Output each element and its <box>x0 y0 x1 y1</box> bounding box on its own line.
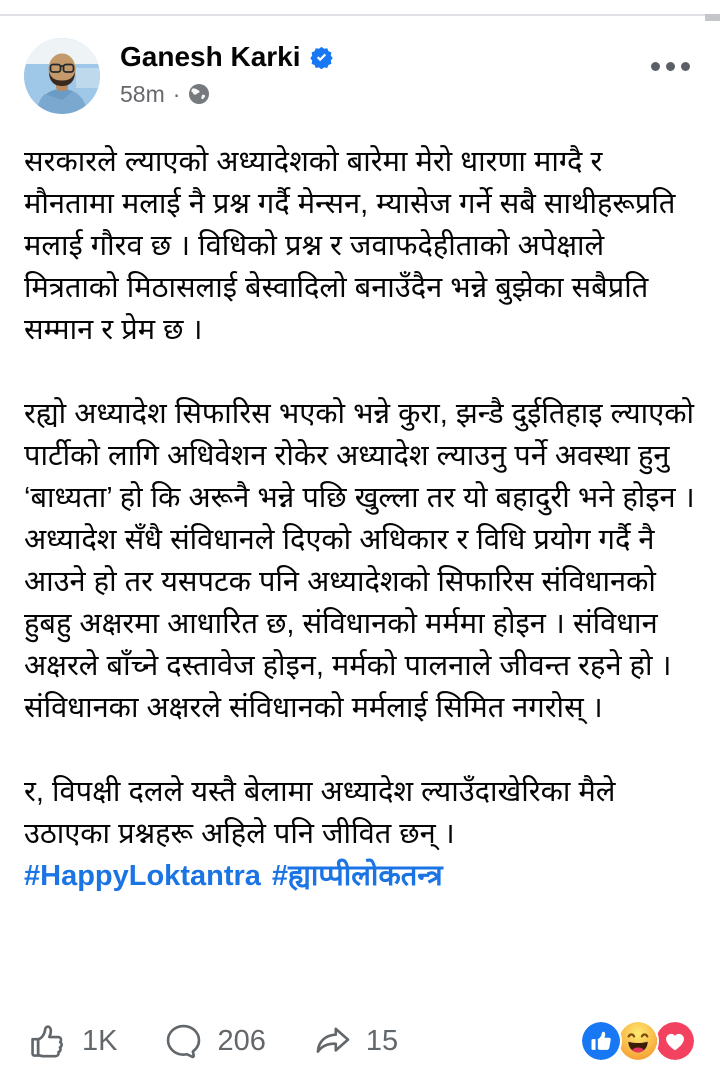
post-header <box>24 38 696 114</box>
comment-bubble-icon <box>161 1019 206 1064</box>
top-divider <box>0 14 720 16</box>
avatar[interactable] <box>24 38 100 114</box>
avatar-image <box>24 38 100 114</box>
hashtag-link[interactable]: #ह्याप्पीलोकतन्त्र <box>271 860 443 892</box>
post-paragraph-text: र, विपक्षी दलले यस्तै बेलामा अध्यादेश ल्याउँदाखेरिका मैले उठाएका प्रश्नहरू अहिले पनि जीवित छन् । <box>24 776 616 850</box>
share-button[interactable] <box>310 1019 398 1064</box>
post-timestamp[interactable]: 58m <box>120 80 165 107</box>
share-arrow-icon <box>310 1019 355 1064</box>
header-info <box>120 38 333 114</box>
comment-button[interactable] <box>161 1019 265 1064</box>
post-body <box>24 141 698 1009</box>
engagement-bar <box>26 1014 696 1068</box>
author-name[interactable]: Ganesh Karki <box>120 41 301 72</box>
post-paragraph: रह्यो अध्यादेश सिफारिस भएको भन्ने कुरा, झन्डै दुईतिहाइ ल्याएको पार्टीको लागि अधिवेशन रोकेर अध्यादेश ल्याउनु पर्ने अवस्था हुनु ‘बाध्यता’ हो कि अरूनै भन्ने पछि खुल्ला तर यो बहादुरी भने होइन । अध्यादेश सँधै संविधानले दिएको अधिकार र विधि प्रयोग गर्दै नै आउने हो तर यसपटक पनि अध्यादेशको सिफारिस संविधानको हुबहु अक्षरमा आधारित छ, संविधानको मर्ममा होइन । संविधान अक्षरले बाँच्ने दस्तावेज होइन, मर्मको पालनाले जीवन्त रहने हो । संविधानका अक्षरले संविधानको मर्मलाई सिमित नगरोस् । <box>24 398 695 724</box>
hashtag-link[interactable]: #HappyLoktantra <box>24 860 261 892</box>
post-paragraph: सरकारले ल्याएको अध्यादेशको बारेमा मेरो धारणा माग्दै र मौनतामा मलाई नै प्रश्न गर्दै मेन्सन, म्यासेज गर्ने सबै साथीहरूप्रति मलाई गौरव छ । विधिको प्रश्न र जवाफदेहीताको अपेक्षाले मित्रताको मिठासलाई बेस्वादिलो बनाउँदैन भन्ने बुझेका सबैप्रति सम्मान र प्रेम छ । <box>24 146 676 346</box>
meta-separator: · <box>172 80 181 107</box>
love-reaction-icon <box>654 1020 696 1062</box>
like-reaction-icon <box>580 1020 622 1062</box>
globe-privacy-icon <box>188 83 210 105</box>
post-options-menu-icon[interactable] <box>645 56 696 77</box>
post-paragraph <box>24 771 698 897</box>
comment-count: 206 <box>217 1024 266 1057</box>
verified-badge-icon <box>310 46 333 69</box>
scrollbar-thumb[interactable] <box>705 14 720 21</box>
reaction-summary[interactable] <box>580 1020 696 1062</box>
haha-reaction-icon <box>617 1020 659 1062</box>
like-button[interactable] <box>26 1019 117 1064</box>
thumbs-up-icon <box>26 1019 71 1064</box>
like-count: 1K <box>82 1024 118 1057</box>
share-count: 15 <box>365 1024 399 1057</box>
